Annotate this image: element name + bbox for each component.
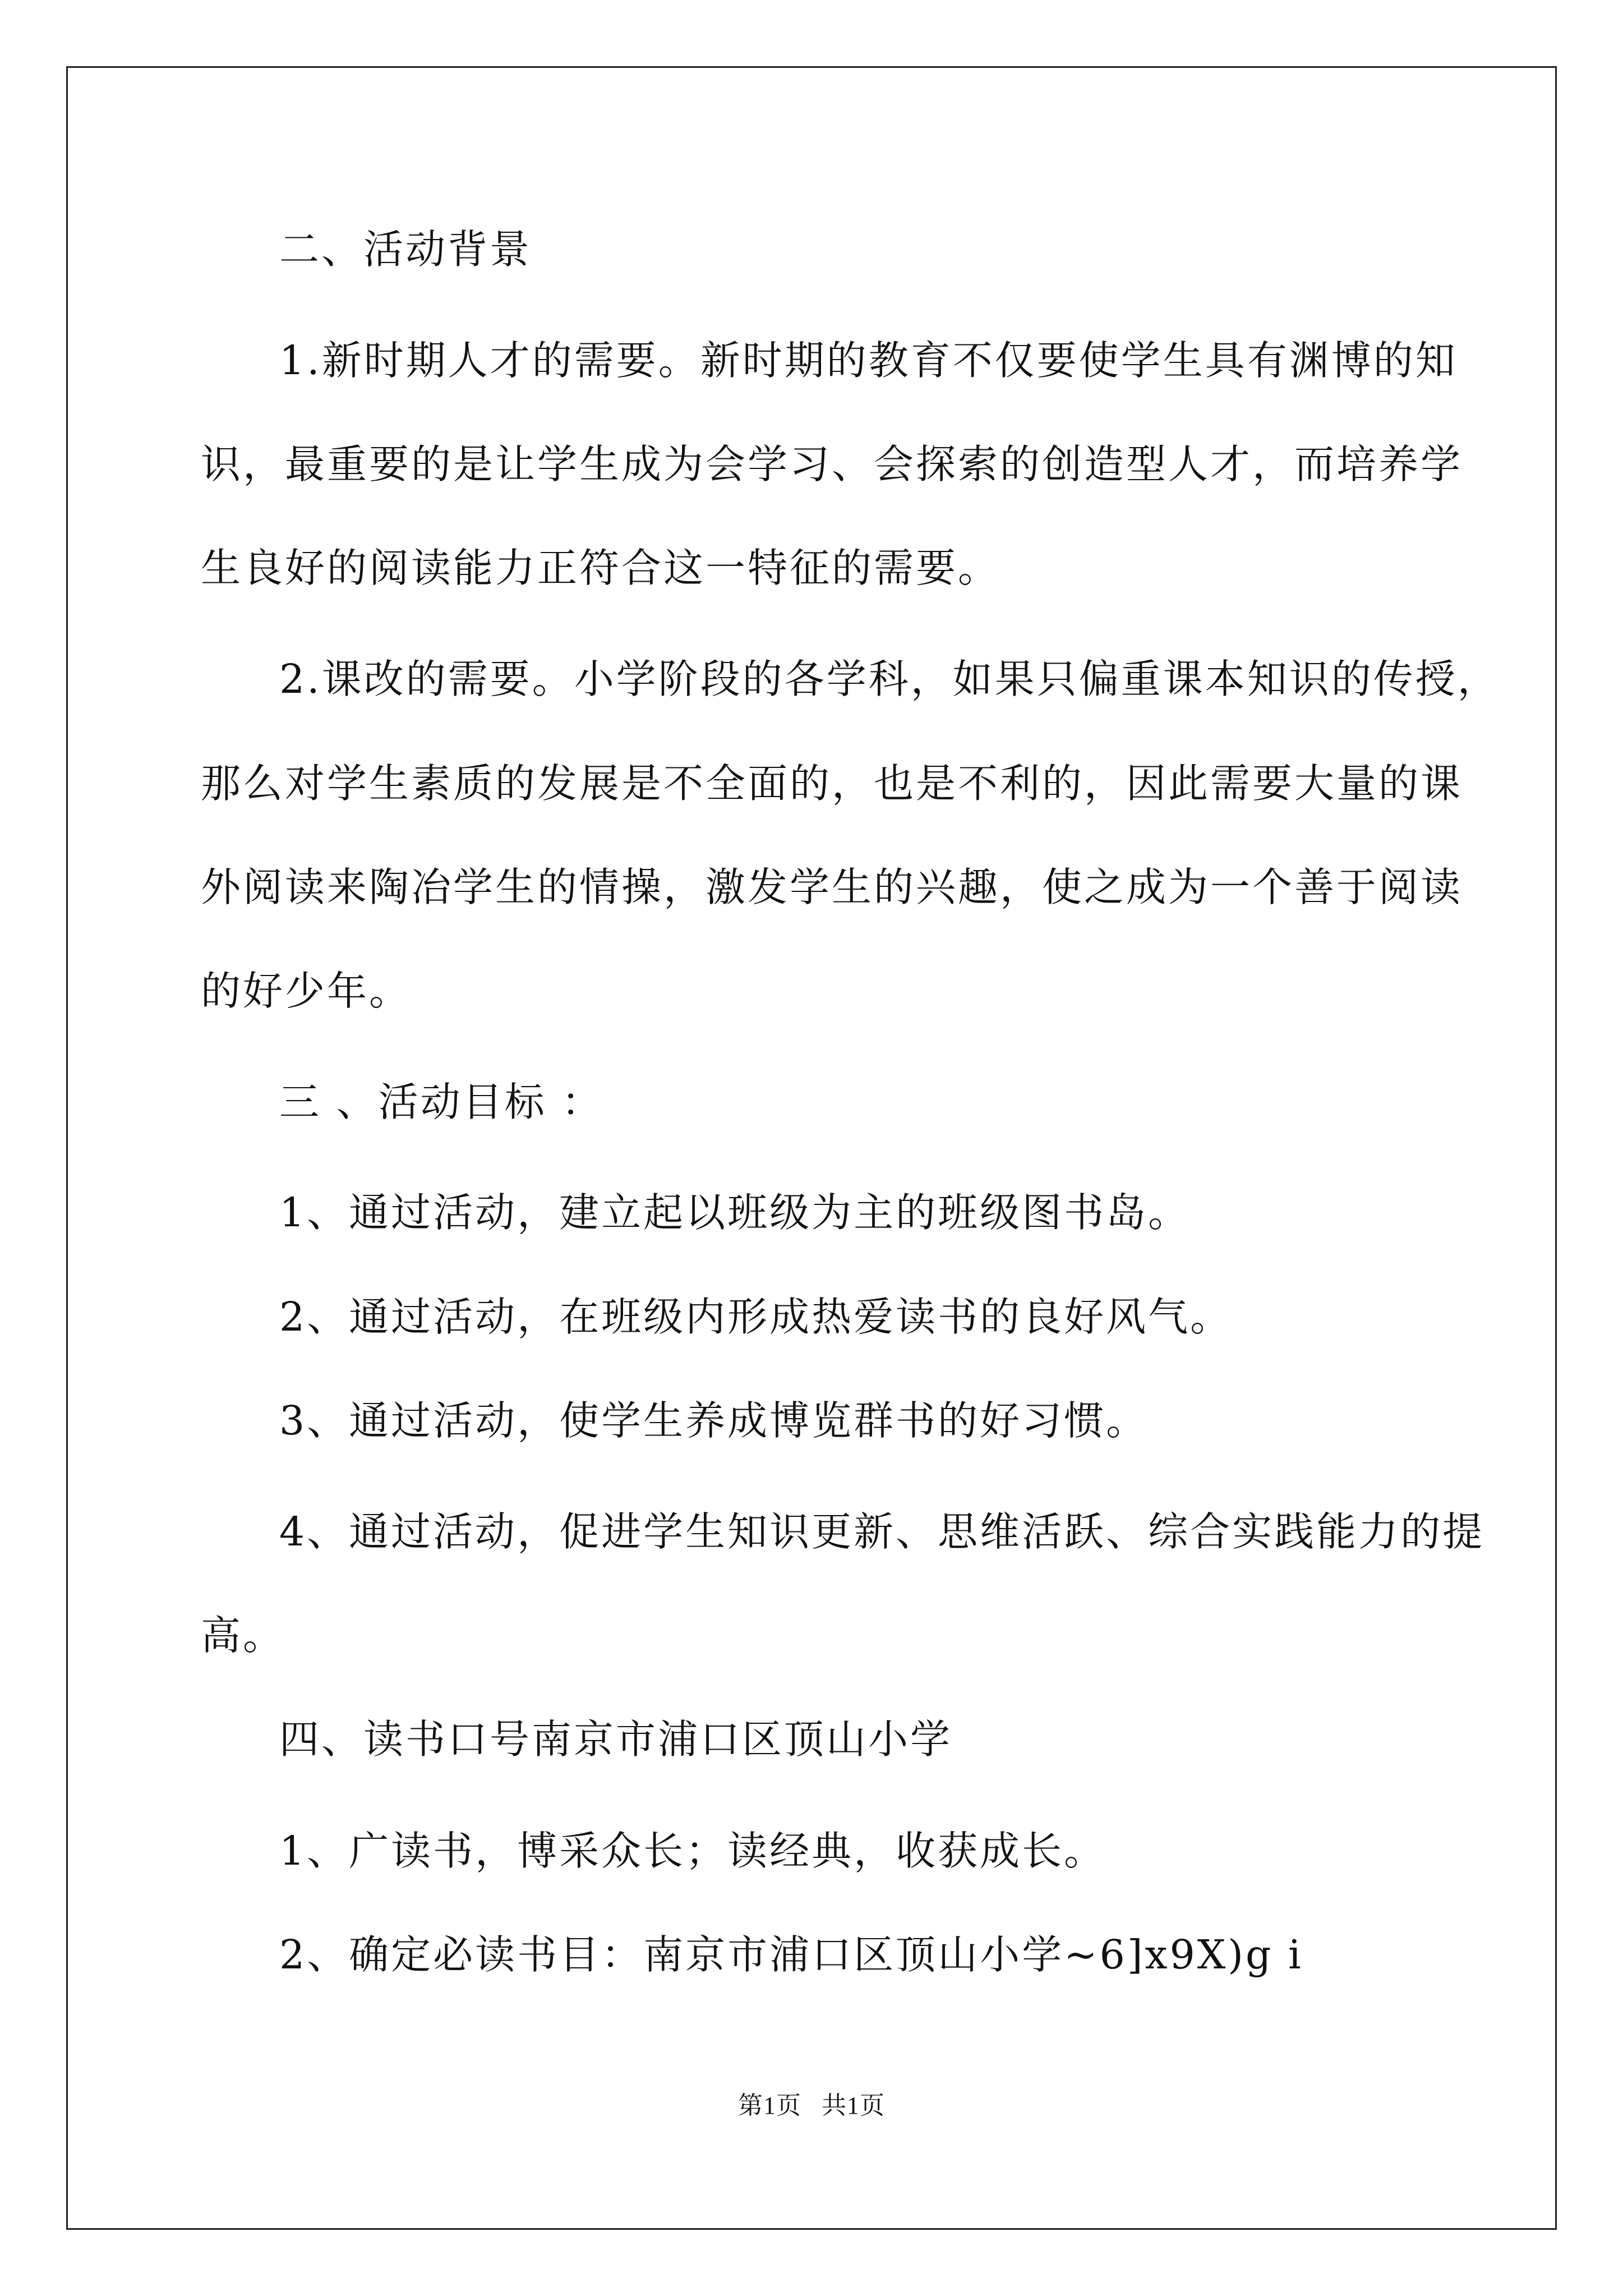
list-item: 1、广读书，博采众长；读经典，收获成长。 bbox=[279, 1828, 1106, 1874]
section-heading-goals: 三 、活动目标 ： bbox=[279, 1079, 604, 1125]
list-item: 2、确定必读书目：南京市浦口区顶山小学~6]x9X)g i bbox=[279, 1931, 1303, 1978]
list-item-continuation: 高。 bbox=[201, 1612, 285, 1659]
section-heading-background: 二、活动背景 bbox=[279, 226, 532, 273]
paragraph-line: 2.课改的需要。小学阶段的各学科，如果只偏重课本知识的传授， bbox=[279, 656, 1500, 702]
paragraph-line: 那么对学生素质的发展是不全面的，也是不利的，因此需要大量的课 bbox=[201, 760, 1463, 807]
list-item: 4、通过活动，促进学生知识更新、思维活跃、综合实践能力的提 bbox=[279, 1508, 1485, 1555]
section-heading-slogan: 四、读书口号南京市浦口区顶山小学 bbox=[279, 1716, 953, 1763]
list-item: 1、通过活动，建立起以班级为主的班级图书岛。 bbox=[279, 1189, 1191, 1236]
paragraph-line: 识，最重要的是让学生成为会学习、会探索的创造型人才，而培养学 bbox=[201, 441, 1463, 487]
paragraph-line: 的好少年。 bbox=[201, 968, 412, 1014]
page-total: 共1页 bbox=[822, 2092, 885, 2119]
paragraph-line: 外阅读来陶冶学生的情操，激发学生的兴趣，使之成为一个善于阅读 bbox=[201, 864, 1463, 910]
paragraph-line: 1.新时期人才的需要。新时期的教育不仅要使学生具有渊博的知 bbox=[279, 337, 1458, 384]
page-number: 第1页 bbox=[738, 2092, 801, 2119]
page-footer bbox=[0, 2089, 1623, 2123]
list-item: 2、通过活动，在班级内形成热爱读书的良好风气。 bbox=[279, 1294, 1233, 1340]
footer-gap bbox=[801, 2092, 822, 2119]
page-border bbox=[66, 66, 1557, 2230]
list-item: 3、通过活动，使学生养成博览群书的好习惯。 bbox=[279, 1397, 1149, 1444]
paragraph-line: 生良好的阅读能力正符合这一特征的需要。 bbox=[201, 545, 1000, 591]
